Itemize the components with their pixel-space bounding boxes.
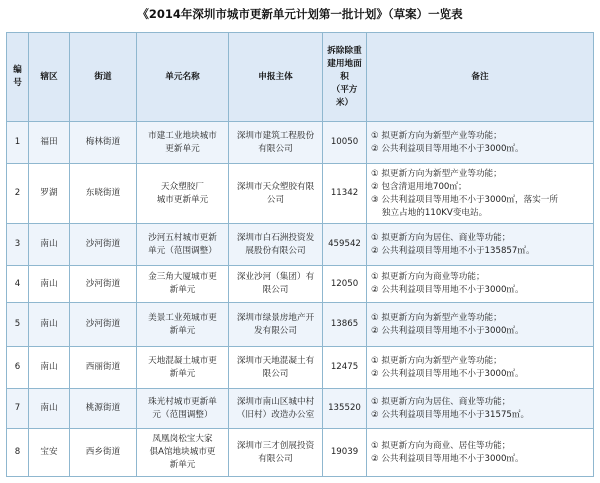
table-title: 《2014年深圳市城市更新单元计划第一批计划》（草案）一览表 — [137, 7, 463, 21]
table-row — [7, 303, 594, 347]
cell-area: 12050 — [323, 266, 367, 303]
table-row — [7, 164, 594, 224]
table-row — [7, 347, 594, 389]
cell-no: 5 — [7, 303, 29, 347]
cell-no: 3 — [7, 224, 29, 266]
cell-unit: 美景工业苑城市更 新单元 — [137, 303, 229, 347]
cell-street: 梅林街道 — [70, 122, 137, 164]
table-row — [7, 224, 594, 266]
cell-street: 东晓街道 — [70, 164, 137, 224]
cell-area: 19039 — [323, 429, 367, 477]
cell-remark: ① 拟更新方向为新型产业等功能； ② 公共利益项目等用地不小于3000㎡。 — [367, 122, 594, 164]
cell-remark: ① 拟更新方向为商业、居住等功能； ② 公共利益项目等用地不小于3000㎡。 — [367, 429, 594, 477]
cell-area: 13865 — [323, 303, 367, 347]
header-remark: 备注 — [367, 33, 594, 122]
header-no: 编 号 — [7, 33, 29, 122]
cell-area: 459542 — [323, 224, 367, 266]
cell-applicant: 深圳市建筑工程股份 有限公司 — [229, 122, 323, 164]
header-applicant: 申报主体 — [229, 33, 323, 122]
cell-street: 桃源街道 — [70, 389, 137, 429]
cell-district: 罗湖 — [29, 164, 70, 224]
cell-applicant: 深圳市天地混凝土有 限公司 — [229, 347, 323, 389]
cell-applicant: 深业沙河（集团）有 限公司 — [229, 266, 323, 303]
cell-applicant: 深圳市绿景房地产开 发有限公司 — [229, 303, 323, 347]
cell-district: 南山 — [29, 303, 70, 347]
cell-area: 12475 — [323, 347, 367, 389]
cell-area: 135520 — [323, 389, 367, 429]
cell-district: 南山 — [29, 266, 70, 303]
cell-street: 西乡街道 — [70, 429, 137, 477]
table-row — [7, 429, 594, 477]
table-row — [7, 389, 594, 429]
cell-district: 宝安 — [29, 429, 70, 477]
cell-district: 南山 — [29, 389, 70, 429]
cell-applicant: 深圳市天众塑胶有限 公司 — [229, 164, 323, 224]
renewal-plan-table — [6, 32, 594, 477]
cell-unit: 市建工业地块城市 更新单元 — [137, 122, 229, 164]
cell-unit: 天众塑胶厂 城市更新单元 — [137, 164, 229, 224]
cell-area: 11342 — [323, 164, 367, 224]
cell-unit: 天地混凝土城市更 新单元 — [137, 347, 229, 389]
cell-no: 7 — [7, 389, 29, 429]
cell-unit: 沙河五村城市更新 单元（范围调整） — [137, 224, 229, 266]
cell-remark: ① 拟更新方向为新型产业等功能； ② 公共利益项目等用地不小于3000㎡。 — [367, 347, 594, 389]
cell-remark: ① 拟更新方向为新型产业等功能； ② 公共利益项目等用地不小于3000㎡。 — [367, 303, 594, 347]
cell-street: 沙河街道 — [70, 266, 137, 303]
header-district: 辖区 — [29, 33, 70, 122]
cell-no: 2 — [7, 164, 29, 224]
cell-district: 南山 — [29, 347, 70, 389]
cell-unit: 金三角大厦城市更 新单元 — [137, 266, 229, 303]
cell-no: 4 — [7, 266, 29, 303]
header-street: 街道 — [70, 33, 137, 122]
table-row — [7, 122, 594, 164]
cell-remark: ① 拟更新方向为居住、商业等功能； ② 公共利益项目等用地不小于135857㎡。 — [367, 224, 594, 266]
cell-remark: ① 拟更新方向为新型产业等功能； ② 包含清退用地700㎡； ③ 公共利益项目等用地不小于3000㎡，落实一所 独立占地的110KV变电站。 — [367, 164, 594, 224]
cell-district: 福田 — [29, 122, 70, 164]
cell-applicant: 深圳市三才创展投资 有限公司 — [229, 429, 323, 477]
cell-no: 1 — [7, 122, 29, 164]
cell-district: 南山 — [29, 224, 70, 266]
cell-applicant: 深圳市白石洲投资发 展股份有限公司 — [229, 224, 323, 266]
header-row — [7, 33, 594, 122]
cell-unit: 珠光村城市更新单 元（范围调整） — [137, 389, 229, 429]
cell-street: 沙河街道 — [70, 303, 137, 347]
cell-remark: ① 拟更新方向为居住、商业等功能； ② 公共利益项目等用地不小于31575㎡。 — [367, 389, 594, 429]
cell-remark: ① 拟更新方向为商业等功能； ② 公共利益项目等用地不小于3000㎡。 — [367, 266, 594, 303]
cell-no: 8 — [7, 429, 29, 477]
table-row — [7, 266, 594, 303]
cell-applicant: 深圳市南山区城中村 （旧村）改造办公室 — [229, 389, 323, 429]
cell-no: 6 — [7, 347, 29, 389]
header-unit-name: 单元名称 — [137, 33, 229, 122]
cell-area: 10050 — [323, 122, 367, 164]
header-area: 拆除除重 建用地面 积 （平方 米） — [323, 33, 367, 122]
cell-street: 沙河街道 — [70, 224, 137, 266]
cell-unit: 凤凰岗松宝大家 俱A馆地块城市更 新单元 — [137, 429, 229, 477]
cell-street: 西丽街道 — [70, 347, 137, 389]
